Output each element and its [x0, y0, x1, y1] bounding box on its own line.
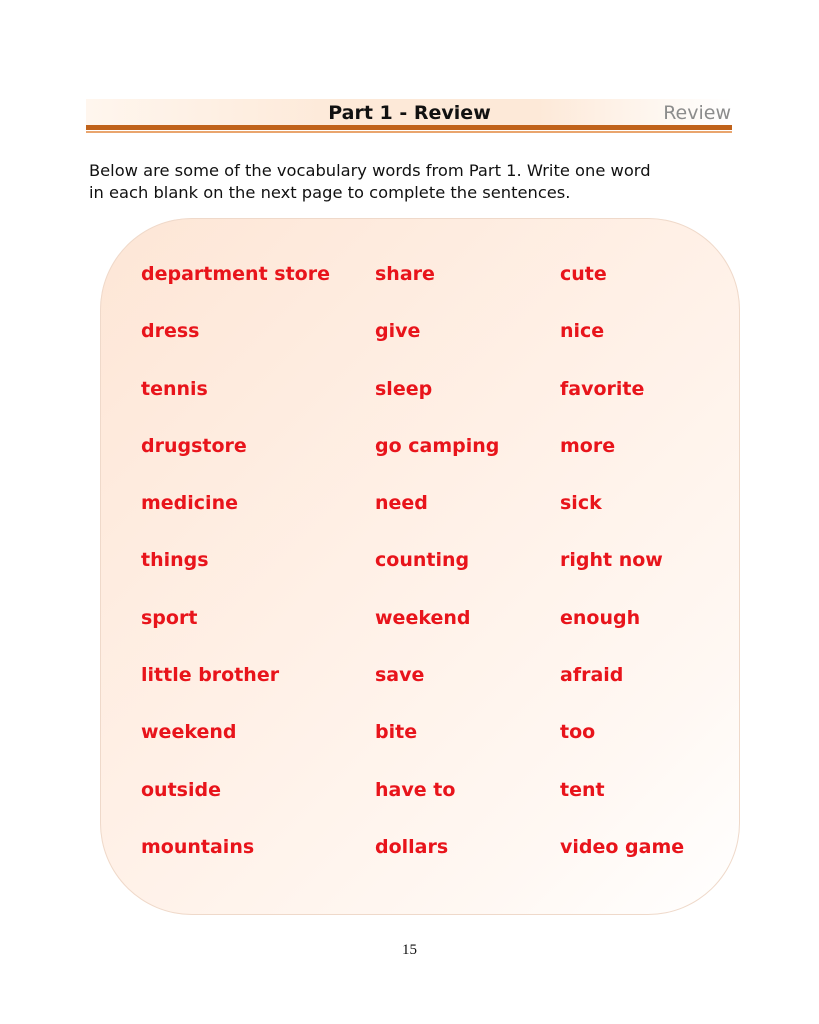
word-item: go camping — [375, 434, 500, 457]
word-item: need — [375, 492, 428, 515]
page-title: Part 1 - Review — [328, 102, 491, 124]
word-item: video game — [560, 835, 685, 858]
instructions-line: Below are some of the vocabulary words from Part 1. Write one word — [89, 161, 651, 180]
word-item: outside — [141, 778, 221, 801]
word-item: bite — [375, 721, 418, 744]
page-number: 15 — [402, 942, 417, 958]
word-item: medicine — [141, 492, 238, 515]
word-item: things — [141, 549, 209, 572]
word-item: little brother — [141, 664, 280, 687]
word-item: mountains — [141, 835, 255, 858]
word-item: favorite — [560, 377, 645, 400]
header-rule-thin — [86, 131, 732, 133]
word-item: nice — [560, 320, 605, 343]
word-item: tent — [560, 778, 605, 801]
word-item: more — [560, 434, 616, 457]
word-item: save — [375, 664, 425, 687]
word-item: weekend — [141, 721, 237, 744]
word-item: counting — [375, 549, 470, 572]
word-item: weekend — [375, 606, 471, 629]
word-item: drugstore — [141, 434, 247, 457]
word-item: enough — [560, 606, 641, 629]
word-item: department store — [141, 263, 330, 285]
instructions — [89, 160, 739, 204]
word-item: right now — [560, 549, 663, 572]
word-item: share — [375, 263, 435, 285]
word-item: afraid — [560, 664, 624, 687]
word-item: cute — [560, 263, 607, 285]
word-item: sleep — [375, 377, 433, 400]
word-item: dollars — [375, 835, 449, 858]
word-item: too — [560, 721, 596, 744]
section-tag: Review — [663, 102, 731, 124]
word-item: sport — [141, 606, 198, 629]
word-bank — [141, 260, 760, 890]
instructions-line: in each blank on the next page to complete the sentences. — [89, 183, 571, 202]
word-item: dress — [141, 320, 200, 343]
word-item: give — [375, 320, 421, 343]
word-item: sick — [560, 492, 602, 515]
word-item: tennis — [141, 377, 208, 400]
word-item: have to — [375, 778, 456, 801]
header-rule — [86, 125, 732, 130]
